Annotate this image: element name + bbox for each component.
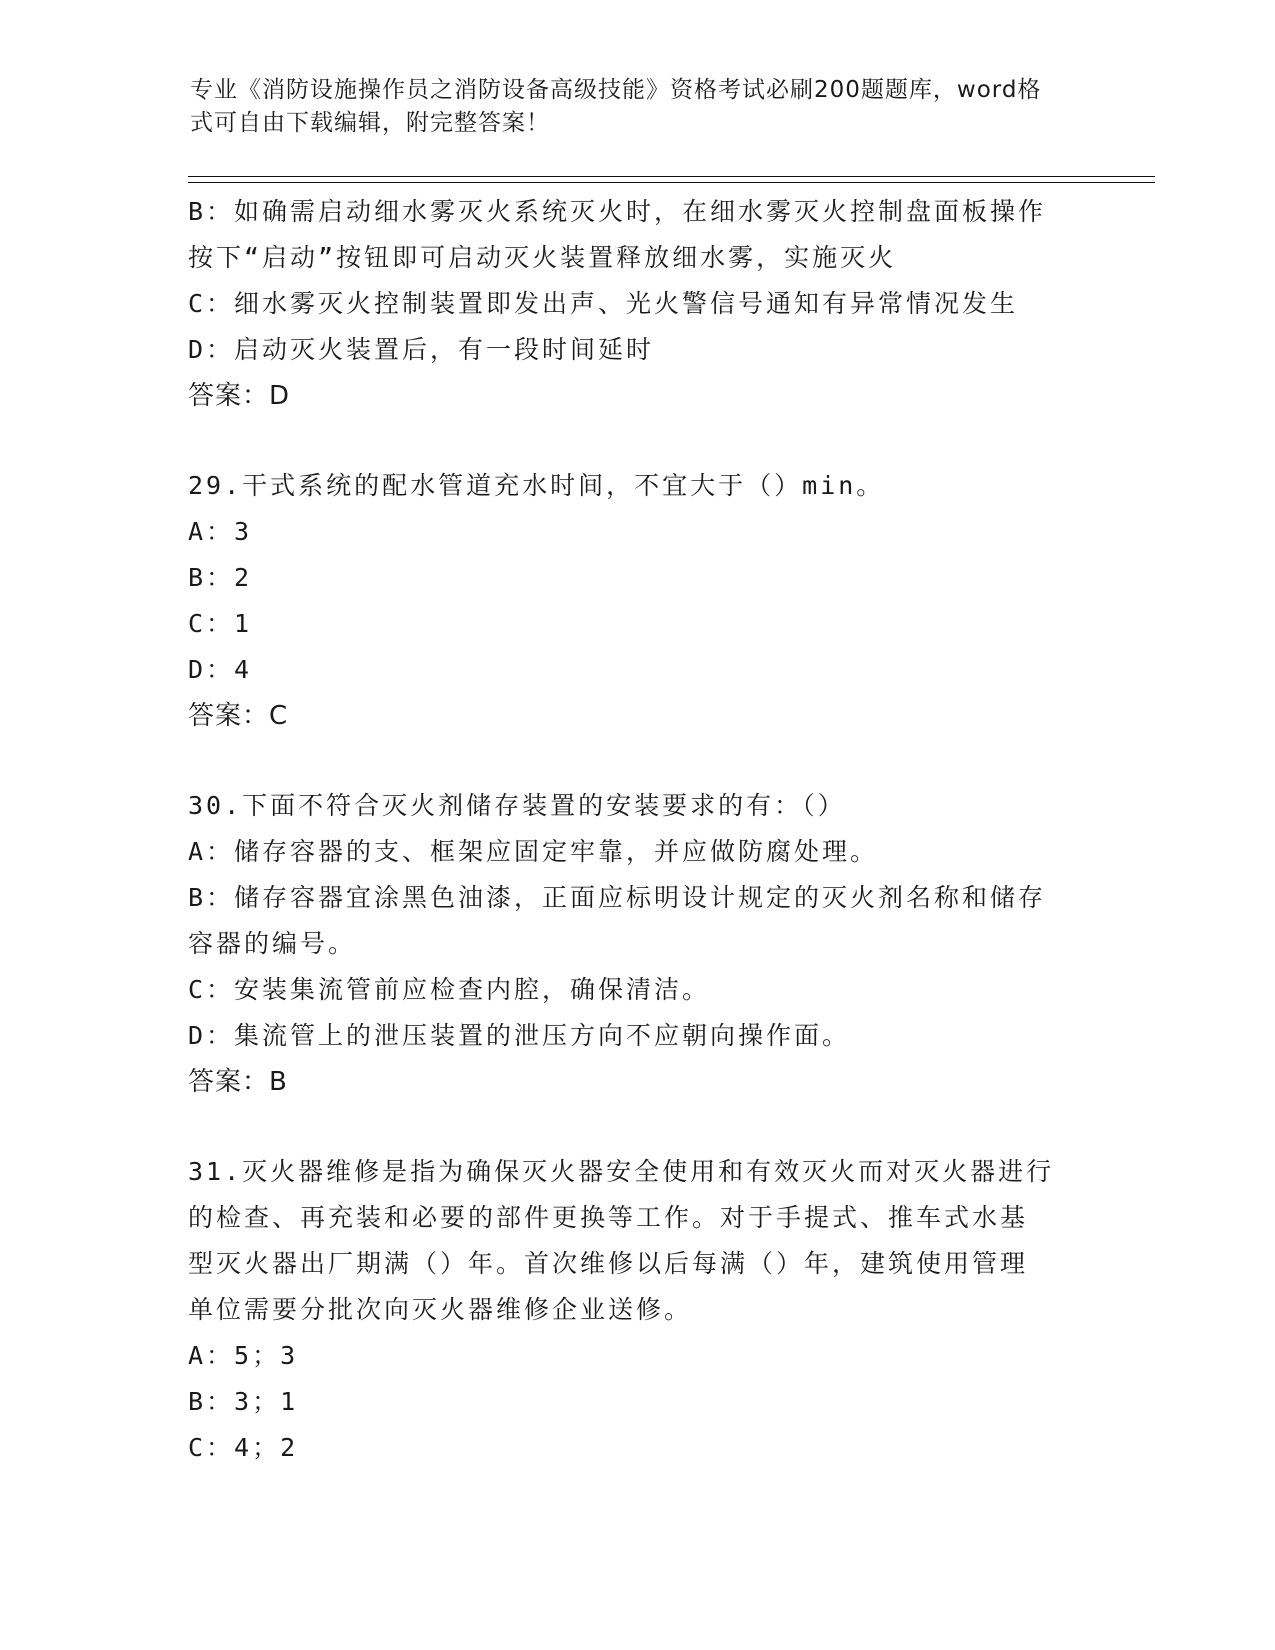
question-block-29: [188, 463, 1088, 739]
option-b: B：储存容器宜涂黑色油漆，正面应标明设计规定的灭火剂名称和储存: [188, 883, 1047, 912]
question-block-30: [188, 783, 1088, 1105]
question-list: [188, 189, 1088, 1471]
header-divider-top: [188, 176, 1155, 177]
question-block-28: [188, 189, 1088, 419]
question-text: 30.下面不符合灭火剂储存装置的安装要求的有：（）: [188, 791, 846, 820]
question-text-continued: 的检查、再充装和必要的部件更换等工作。对于手提式、推车式水基: [188, 1203, 1029, 1232]
option-c: C：1: [188, 609, 253, 638]
option-b: B：如确需启动细水雾灭火系统灭火时，在细水雾灭火控制盘面板操作: [188, 197, 1047, 226]
answer-label: 答案：B: [188, 1067, 288, 1097]
option-b: B：2: [188, 563, 253, 592]
spacer: [188, 1105, 1088, 1149]
question-text: 29.干式系统的配水管道充水时间，不宜大于（）min。: [188, 471, 885, 500]
spacer: [188, 419, 1088, 463]
option-c: C：安装集流管前应检查内腔，确保清洁。: [188, 975, 711, 1004]
option-d: D：4: [188, 655, 253, 684]
spacer: [188, 739, 1088, 783]
option-c: C：细水雾灭火控制装置即发出声、光火警信号通知有异常情况发生: [188, 289, 1019, 318]
header-title-line-2: 式可自由下载编辑，附完整答案！: [190, 110, 550, 136]
header-title-line-1: 专业《消防设施操作员之消防设备高级技能》资格考试必刷200题题库，word格: [190, 77, 1042, 103]
question-text: 31.灭火器维修是指为确保灭火器安全使用和有效灭火而对灭火器进行: [188, 1157, 1055, 1186]
option-a: A：5；3: [188, 1341, 299, 1370]
option-b-continued: 容器的编号。: [188, 929, 357, 958]
option-b: B：3；1: [188, 1387, 299, 1416]
option-d: D：启动灭火装置后，有一段时间延时: [188, 335, 655, 364]
answer-label: 答案：C: [188, 701, 289, 731]
option-b-continued: 按下“启动”按钮即可启动灭火装置释放细水雾，实施灭火: [188, 243, 897, 272]
question-block-31: [188, 1149, 1088, 1471]
option-c: C：4；2: [188, 1433, 299, 1462]
document-header: [190, 74, 1070, 140]
question-text-continued: 单位需要分批次向灭火器维修企业送修。: [188, 1295, 693, 1324]
question-text-continued: 型灭火器出厂期满（）年。首次维修以后每满（）年，建筑使用管理: [188, 1249, 1029, 1278]
option-a: A：3: [188, 517, 253, 546]
answer-label: 答案：D: [188, 381, 291, 411]
header-divider-bottom: [188, 182, 1155, 183]
option-a: A：储存容器的支、框架应固定牢靠，并应做防腐处理。: [188, 837, 879, 866]
option-d: D：集流管上的泄压装置的泄压方向不应朝向操作面。: [188, 1021, 851, 1050]
